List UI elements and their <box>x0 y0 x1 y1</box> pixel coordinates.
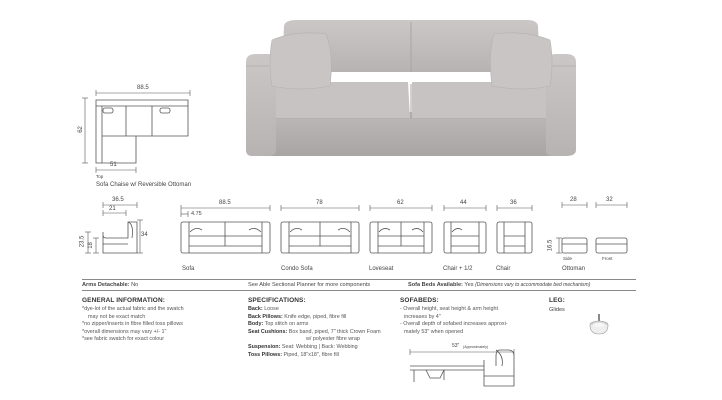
general-info-line: *overall dimensions may vary +/- 1" <box>82 328 167 335</box>
spec-row-seat-cushions: Seat Cushions: Box band, piped, 7" thick Crown Foam <box>248 328 381 335</box>
side-arm-height-dim: 23.5 <box>79 235 86 248</box>
spec-row-back: Back: Loose <box>248 306 279 312</box>
spec-row-suspension: Suspension: Seat: Webbing | Back: Webbing <box>248 343 358 350</box>
sofabeds-line: - Overall depth of sofabed increases approxi- <box>400 321 508 328</box>
general-info-line: *dye-lot of the actual fabric and the swatch <box>82 306 184 312</box>
loveseat-label: Loveseat <box>369 266 394 272</box>
chaise-width-dim: 88.5 <box>137 85 149 91</box>
chaise-length-dim: 51 <box>110 162 117 168</box>
spec-row-toss-pillows: Toss Pillows: Piped, 18"x18", fibre fill <box>248 351 339 358</box>
chaise-view-label: Top <box>96 174 104 179</box>
spec-row-body: Body: Top stitch on arms <box>248 321 309 328</box>
sofabeds-line: - Overall height, seat height & arm height <box>400 306 498 312</box>
loveseat-width-dim: 62 <box>397 200 404 206</box>
sofabeds-available-label: Sofa Beds Available: <box>408 282 463 288</box>
arms-detachable-label: Arms Detachable: <box>82 282 130 288</box>
sofabed-open-depth-note: (Approximately) <box>463 345 489 349</box>
sofabed-open-depth-dim: 53" <box>452 343 460 349</box>
ottoman-side-label: Side <box>563 256 573 261</box>
sofabeds-heading: SOFABEDS: <box>400 297 439 304</box>
sofa-width-dim: 88.5 <box>219 200 231 206</box>
sofa-arm-width-dim: 4.75 <box>191 211 202 217</box>
leg-value: Glides <box>549 307 565 313</box>
condo-sofa-width-dim: 78 <box>316 200 323 206</box>
sofabeds-available-value: Yes <box>464 282 474 288</box>
sectional-planner-note: See Able Sectional Planner for more components <box>248 282 371 288</box>
chair-half-width-dim: 44 <box>460 200 467 206</box>
side-seat-depth-dim: 21 <box>109 206 116 212</box>
ottoman-front-dim: 32 <box>606 197 613 203</box>
condo-sofa-label: Condo Sofa <box>281 266 313 272</box>
side-height-dim: 34 <box>141 232 148 238</box>
chaise-title: Sofa Chaise w/ Reversible Ottoman <box>96 182 192 188</box>
ottoman-front-label: Front <box>602 256 613 261</box>
spec-row-back-pillows: Back Pillows: Knife edge, piped, fibre fill <box>248 313 347 320</box>
sofabeds-line: increases by 4" <box>404 313 441 320</box>
specifications-heading: SPECIFICATIONS: <box>248 297 306 304</box>
spec-row-seat-cushions-cont: w/ polyester fibre wrap <box>306 336 360 343</box>
leg-heading: LEG: <box>549 297 565 304</box>
sofa-label: Sofa <box>182 266 195 272</box>
chaise-depth-dim: 62 <box>77 126 84 133</box>
chair-label: Chair <box>496 266 511 272</box>
general-info-line: may not be exact match <box>88 313 146 320</box>
ottoman-label: Ottoman <box>562 266 586 272</box>
chair-half-label: Chair + 1/2 <box>443 266 473 272</box>
chair-width-dim: 36 <box>510 200 517 206</box>
sofabeds-line: mately 53" when opened <box>404 328 464 335</box>
general-info-heading: GENERAL INFORMATION: <box>82 297 166 304</box>
side-overall-depth-dim: 36.5 <box>112 197 124 203</box>
general-info-line: *no zipper/inserts in fibre filled toss pillows <box>82 321 183 328</box>
arms-detachable-value: No <box>131 282 139 288</box>
general-info-line: *see fabric swatch for exact colour <box>82 336 165 343</box>
ottoman-height-dim: 16.5 <box>547 239 554 252</box>
ottoman-side-dim: 28 <box>570 197 577 203</box>
side-seat-height-dim: 18 <box>87 242 94 249</box>
sofabeds-available-note: (Dimensions vary to accommodate bed mechanism) <box>475 282 591 288</box>
